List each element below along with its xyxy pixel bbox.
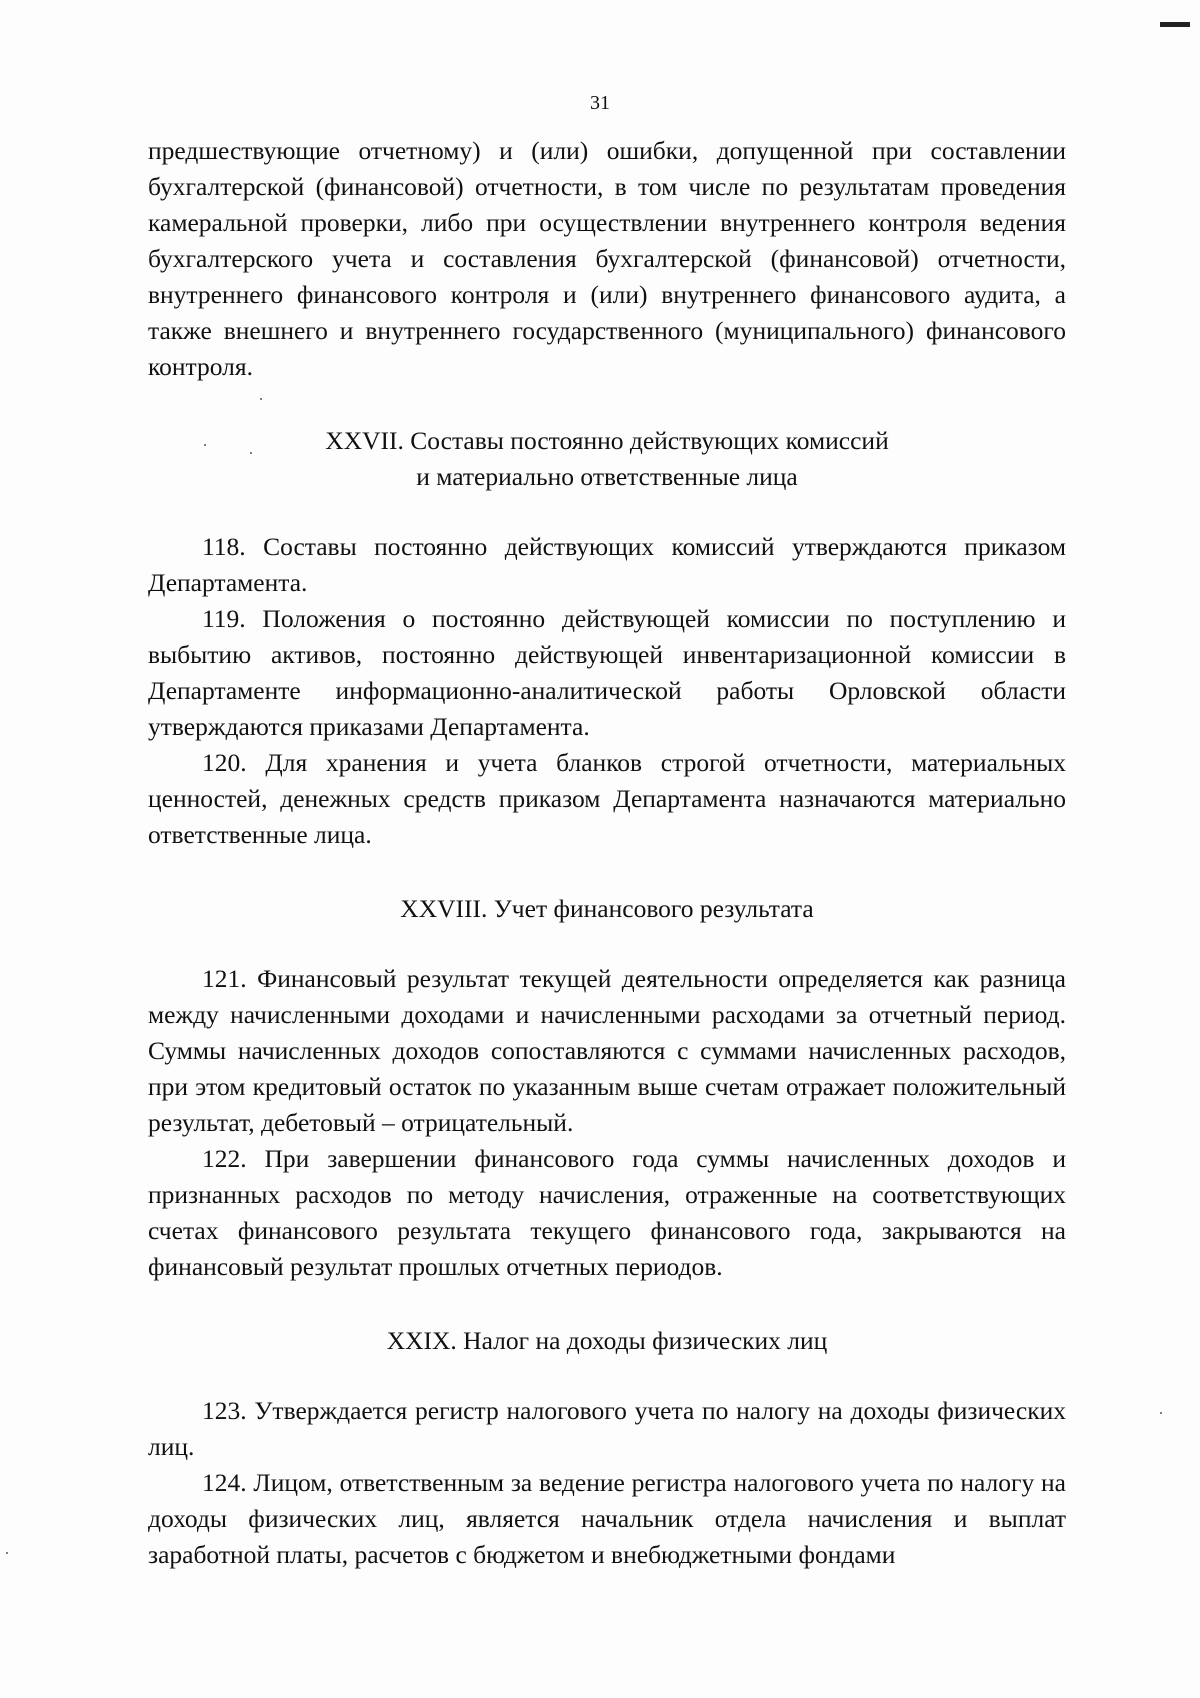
scan-speck <box>204 444 206 446</box>
paragraph-121: 121. Финансовый результат текущей деятельности определяется как разница между начисленными доходами и начисленными расходами за отчетный период. Суммы начисленных доходов сопоставляются с суммами начисленных расходов, при этом кредитовый остаток по указанным выше счетам отражает положительный результат, дебетовый – отрицательный. <box>148 964 1066 1137</box>
scan-speck <box>260 398 262 400</box>
paragraph-120: 120. Для хранения и учета бланков строгой отчетности, материальных ценностей, денежных средств приказом Департамента назначаются материально ответственные лица. <box>148 748 1066 849</box>
paragraph-124: 124. Лицом, ответственным за ведение регистра налогового учета по налогу на доходы физических лиц, является начальник отдела начисления и выплат заработной платы, расчетов с бюджетом и внебюджетными фондами <box>148 1468 1066 1569</box>
scan-speck <box>1160 1412 1162 1414</box>
paragraph-119: 119. Положения о постоянно действующей комиссии по поступлению и выбытию активов, постоянно действующей инвентаризационной комиссии в Департаменте информационно-аналитической работы Орловской области утверждаются приказами Департамента. <box>148 604 1066 741</box>
section-heading-line: XXIX. Налог на доходы физических лиц <box>386 1326 828 1355</box>
intro-paragraph: предшествующие отчетному) и (или) ошибки, допущенной при составлении бухгалтерской (финансовой) отчетности, в том числе по результатам проведения камеральной проверки, либо при осуществлении внутреннего контроля ведения бухгалтерского учета и составления бухгалтерской (финансовой) отчетности, внутреннего финансового контроля и (или) внутреннего финансового аудита, а также внешнего и внутреннего государственного (муниципального) финансового контроля. <box>148 136 1066 381</box>
document-body <box>148 133 1066 1573</box>
section-heading-line: XXVII. Составы постоянно действующих комиссий <box>325 426 889 455</box>
page-number: 31 <box>590 92 610 114</box>
scan-edge-mark <box>1160 22 1190 27</box>
scan-speck <box>6 1552 8 1554</box>
paragraph-122: 122. При завершении финансового года суммы начисленных доходов и признанных расходов по методу начисления, отраженные на соответствующих счетах финансового результата текущего финансового года, закрываются на финансовый результат прошлых отчетных периодов. <box>148 1144 1066 1281</box>
paragraph-123: 123. Утверждается регистр налогового учета по налогу на доходы физических лиц. <box>148 1396 1066 1461</box>
section-xxvii <box>148 423 1066 853</box>
section-xxix <box>148 1323 1066 1573</box>
section-heading-line: XXVIII. Учет финансового результата <box>400 894 814 923</box>
section-xxviii <box>148 891 1066 1285</box>
paragraph-118: 118. Составы постоянно действующих комиссий утверждаются приказом Департамента. <box>148 532 1066 597</box>
section-heading-line: и материально ответственные лица <box>416 462 798 491</box>
scan-speck <box>250 452 252 454</box>
